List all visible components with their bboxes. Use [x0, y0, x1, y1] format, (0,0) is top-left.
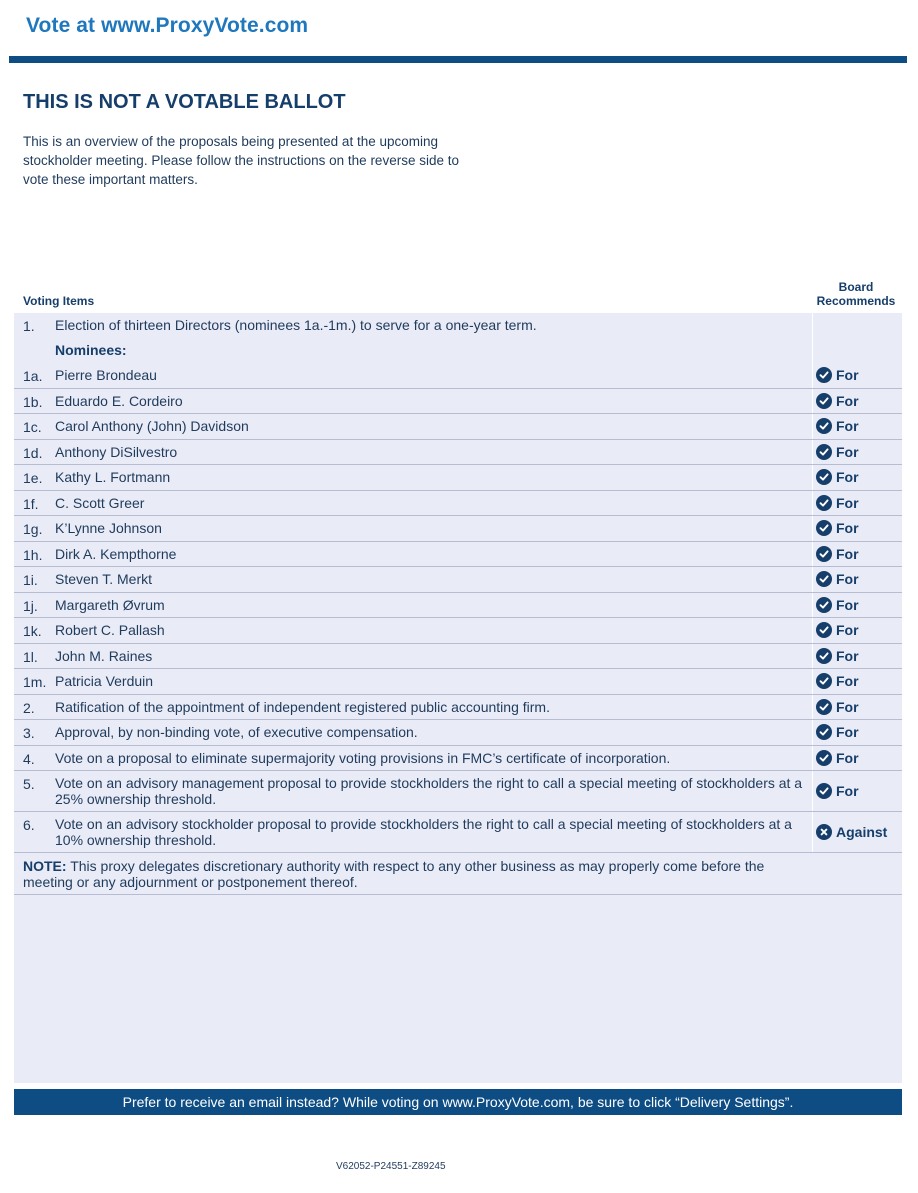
voting-item-row	[14, 812, 902, 853]
recommendation-label: For	[836, 571, 859, 587]
board-recommendation	[816, 469, 859, 485]
voting-item-row	[14, 644, 902, 669]
check-icon	[816, 495, 832, 511]
voting-item-text: Carol Anthony (John) Davidson	[55, 418, 249, 434]
recommendation-label: For	[836, 597, 859, 613]
column-header-board-line1: Board	[838, 280, 874, 294]
header-rule	[9, 56, 907, 63]
voting-item-row	[14, 389, 902, 414]
board-recommendation	[816, 546, 859, 562]
voting-item-text: Vote on a proposal to eliminate supermajority voting provisions in FMC’s certificate of incorporation.	[55, 750, 671, 766]
header-link[interactable]: Vote at www.ProxyVote.com	[26, 14, 309, 37]
recommendation-label: For	[836, 750, 859, 766]
voting-item-text: Patricia Verduin	[55, 673, 154, 689]
voting-item-row	[14, 618, 902, 644]
check-icon	[816, 724, 832, 740]
recommendation-label: For	[836, 393, 859, 409]
note-label: NOTE:	[23, 858, 67, 874]
board-recommendation	[816, 724, 859, 740]
column-header-board-line2: Recommends	[816, 293, 896, 308]
voting-item-row	[14, 440, 902, 465]
check-icon	[816, 444, 832, 460]
voting-item-number: 1h.	[23, 547, 43, 563]
voting-item-number: 3.	[23, 725, 35, 741]
recommendation-label: For	[836, 546, 859, 562]
recommendation-label: Against	[836, 824, 888, 840]
voting-item-row	[14, 567, 902, 593]
board-recommendation	[816, 699, 859, 715]
recommendation-label: For	[836, 724, 859, 740]
voting-item-row	[14, 542, 902, 567]
voting-item-text: Vote on an advisory stockholder proposal to provide stockholders the right to call a special meeting of stockholders at a 10% ownership threshold.	[55, 816, 792, 848]
voting-item-number: 1.	[23, 318, 35, 334]
voting-item-number: 4.	[23, 751, 35, 767]
voting-item-row	[14, 593, 902, 618]
check-icon	[816, 571, 832, 587]
voting-item-number: 1e.	[23, 470, 43, 486]
check-icon	[816, 699, 832, 715]
email-delivery-banner: Prefer to receive an email instead? While voting on www.ProxyVote.com, be sure to click “Delivery Settings”.	[14, 1089, 902, 1115]
voting-item-number: 1g.	[23, 521, 43, 537]
recommendation-label: For	[836, 783, 859, 799]
voting-item-number: 1k.	[23, 623, 42, 639]
voting-item-text: C. Scott Greer	[55, 495, 145, 511]
document-code: V62052-P24551-Z89245	[336, 1161, 446, 1172]
check-icon	[816, 750, 832, 766]
check-icon	[816, 469, 832, 485]
voting-item-number: 2.	[23, 700, 35, 716]
voting-item-text: Steven T. Merkt	[55, 571, 153, 587]
voting-item-number: 1i.	[23, 572, 38, 588]
board-recommendation	[816, 367, 859, 383]
board-recommendation	[816, 648, 859, 664]
voting-item-text: John M. Raines	[55, 648, 153, 664]
voting-item-text: Election of thirteen Directors (nominees 1a.-1m.) to serve for a one-year term.	[55, 317, 537, 333]
recommendation-label: For	[836, 520, 859, 536]
x-icon	[816, 824, 832, 840]
check-icon	[816, 783, 832, 799]
check-icon	[816, 648, 832, 664]
note-text	[23, 858, 805, 890]
voting-item-row	[14, 771, 902, 812]
check-icon	[816, 546, 832, 562]
voting-item-text: K’Lynne Johnson	[55, 520, 162, 536]
recommendation-label: For	[836, 444, 859, 460]
voting-item-number: 1b.	[23, 394, 43, 410]
note-body: This proxy delegates discretionary authority with respect to any other business as may properly come before the meeting or any adjournment or postponement thereof.	[23, 858, 765, 890]
voting-item-number: 1j.	[23, 598, 38, 614]
recommendation-label: For	[836, 622, 859, 638]
recommendation-label: For	[836, 495, 859, 511]
board-recommendation	[816, 783, 859, 799]
voting-item-text: Robert C. Pallash	[55, 622, 165, 638]
recommendation-label: For	[836, 699, 859, 715]
check-icon	[816, 393, 832, 409]
voting-item-text: Kathy L. Fortmann	[55, 469, 171, 485]
voting-item-row	[14, 669, 902, 695]
voting-item-text: Approval, by non-binding vote, of executive compensation.	[55, 724, 418, 740]
voting-item-text: Pierre Brondeau	[55, 367, 157, 383]
ballot-intro: This is an overview of the proposals being presented at the upcoming stockholder meeting. Please follow the instructions on the reverse side to vote these important matters.	[23, 134, 459, 187]
recommendation-label: For	[836, 469, 859, 485]
recommendation-label: For	[836, 418, 859, 434]
recommendation-label: For	[836, 367, 859, 383]
recommendation-label: For	[836, 673, 859, 689]
board-recommendation	[816, 444, 859, 460]
voting-item-number: 1d.	[23, 445, 43, 461]
voting-item-number: 1m.	[23, 674, 47, 690]
check-icon	[816, 597, 832, 613]
column-header-board-recommends	[809, 281, 903, 308]
voting-item-row	[14, 695, 902, 720]
voting-item-number: 1a.	[23, 368, 43, 384]
voting-item-text: Ratification of the appointment of independent registered public accounting firm.	[55, 699, 550, 715]
voting-item-row	[14, 491, 902, 516]
voting-item-text: Dirk A. Kempthorne	[55, 546, 177, 562]
voting-item-row	[14, 516, 902, 542]
check-icon	[816, 673, 832, 689]
board-recommendation	[816, 673, 859, 689]
check-icon	[816, 622, 832, 638]
check-icon	[816, 520, 832, 536]
voting-items-table	[14, 313, 902, 1083]
voting-item-number: 6.	[23, 817, 35, 833]
board-recommendation	[816, 393, 859, 409]
ballot-title: THIS IS NOT A VOTABLE BALLOT	[23, 91, 346, 113]
board-recommendation	[816, 418, 859, 434]
column-header-voting-items: Voting Items	[23, 294, 95, 308]
voting-item-row	[14, 313, 902, 338]
board-recommendation	[816, 597, 859, 613]
voting-item-text: Margareth Øvrum	[55, 597, 165, 613]
board-recommendation	[816, 495, 859, 511]
voting-item-row	[14, 720, 902, 746]
voting-item-text: Eduardo E. Cordeiro	[55, 393, 183, 409]
check-icon	[816, 367, 832, 383]
note-row	[14, 853, 902, 895]
nominees-label: Nominees:	[55, 342, 127, 358]
voting-item-row	[14, 465, 902, 491]
board-recommendation	[816, 750, 859, 766]
voting-item-row	[14, 414, 902, 440]
board-recommendation	[816, 622, 859, 638]
voting-item-text: Anthony DiSilvestro	[55, 444, 178, 460]
voting-item-number: 5.	[23, 776, 35, 792]
voting-item-number: 1l.	[23, 649, 38, 665]
voting-item-row	[14, 338, 902, 363]
voting-item-number: 1f.	[23, 496, 39, 512]
board-recommendation	[816, 571, 859, 587]
board-recommendation	[816, 824, 887, 840]
board-recommendation	[816, 520, 859, 536]
check-icon	[816, 418, 832, 434]
voting-item-number: 1c.	[23, 419, 42, 435]
voting-item-row	[14, 363, 902, 389]
voting-item-text: Vote on an advisory management proposal to provide stockholders the right to call a special meeting of stockholders at a 25% ownership threshold.	[55, 775, 803, 807]
recommendation-label: For	[836, 648, 859, 664]
voting-item-row	[14, 746, 902, 771]
